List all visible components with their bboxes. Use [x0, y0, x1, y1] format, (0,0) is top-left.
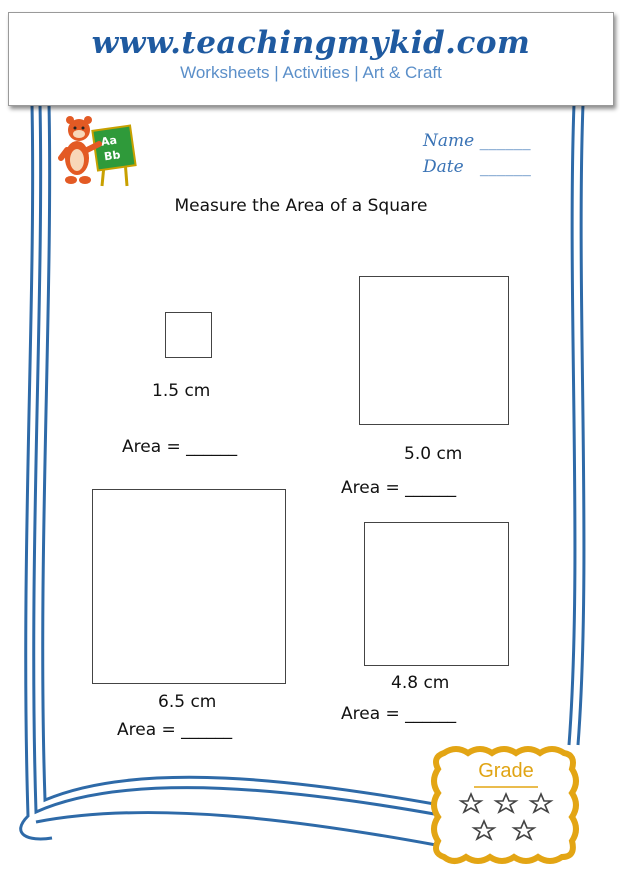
nav-art-craft[interactable]: Art & Craft [362, 63, 442, 82]
site-title[interactable]: www.teachingmykid.com [91, 25, 531, 61]
board-text-aa: Aa [100, 133, 118, 149]
square-1 [165, 312, 212, 358]
side-label-2: 5.0 cm [404, 444, 463, 464]
area-answer-2[interactable]: Area = ______ [341, 478, 457, 498]
side-label-3: 6.5 cm [158, 692, 217, 712]
worksheet-title: Measure the Area of a Square [174, 196, 428, 216]
site-header [8, 12, 614, 106]
nav-separator: | [269, 63, 283, 82]
site-nav [9, 63, 613, 83]
nav-separator: | [349, 63, 363, 82]
side-label-1: 1.5 cm [152, 381, 211, 401]
nav-worksheets[interactable]: Worksheets [180, 63, 270, 82]
area-answer-1[interactable]: Area = ______ [122, 437, 238, 457]
square-2 [359, 276, 509, 425]
nav-activities[interactable]: Activities [282, 63, 350, 82]
square-3 [92, 489, 286, 684]
name-field[interactable]: Name ______ [423, 131, 531, 151]
area-answer-3[interactable]: Area = ______ [117, 720, 233, 740]
area-answer-4[interactable]: Area = ______ [341, 704, 457, 724]
date-field[interactable]: Date ______ [423, 157, 531, 177]
side-label-4: 4.8 cm [391, 673, 450, 693]
bear-easel-icon [55, 114, 145, 189]
square-4 [364, 522, 509, 666]
board-text-bb: Bb [103, 148, 122, 164]
grade-label: Grade [478, 760, 534, 782]
